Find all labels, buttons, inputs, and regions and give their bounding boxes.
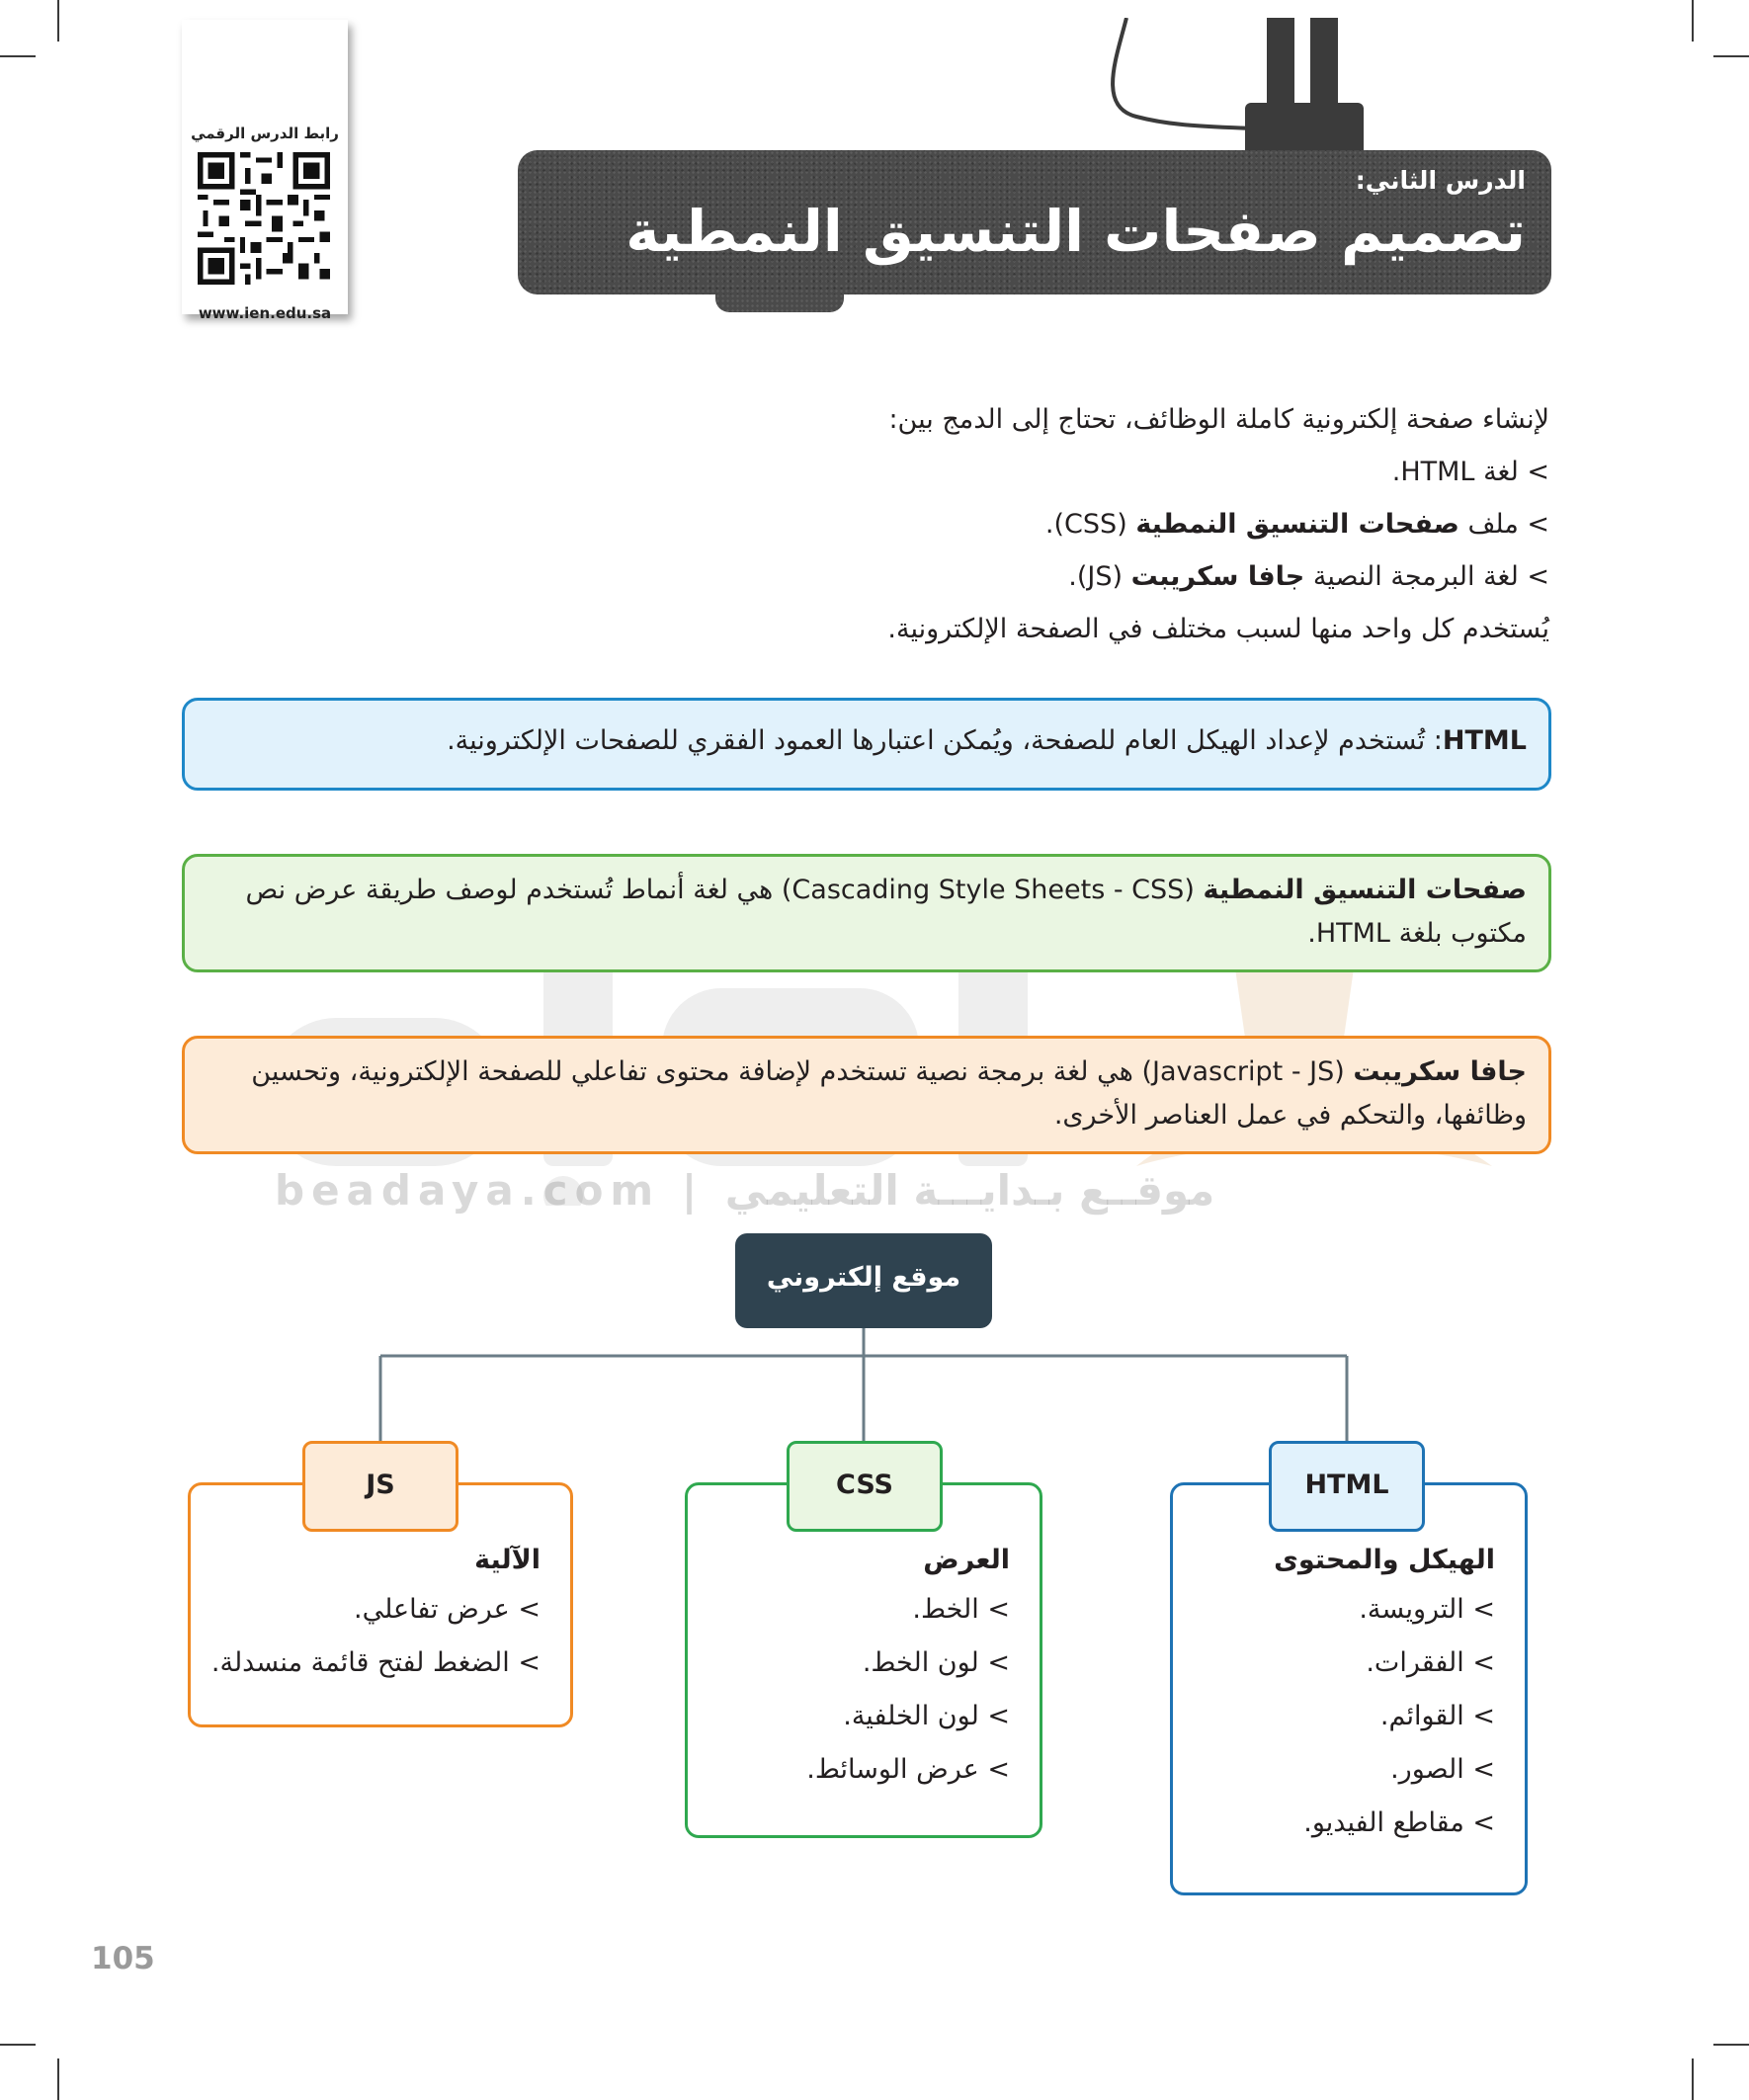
list-item: > لون الخط.	[862, 1647, 1010, 1678]
crop-mark	[0, 55, 36, 57]
qr-code-icon[interactable]	[198, 152, 330, 285]
diagram-tab-css: CSS	[787, 1441, 943, 1532]
diagram-column-css	[685, 1482, 1042, 1838]
qr-caption: رابط الدرس الرقمي	[191, 125, 339, 142]
page-number: 105	[91, 1941, 155, 1976]
list-item: > لون الخلفية.	[843, 1701, 1010, 1731]
intro-text	[462, 393, 1549, 655]
crop-mark	[1692, 2058, 1694, 2100]
definition-term: HTML	[1442, 725, 1527, 756]
list-item: > عرض الوسائط.	[806, 1754, 1010, 1785]
column-heading: العرض	[923, 1545, 1010, 1575]
intro-item-html: > لغة HTML.	[1391, 457, 1549, 487]
crop-mark	[1692, 0, 1694, 42]
intro-item-css: > ملف صفحات التنسيق النمطية (CSS).	[1044, 509, 1549, 540]
crop-mark	[57, 0, 59, 42]
column-heading: الهيكل والمحتوى	[1274, 1545, 1495, 1575]
list-item: > الضغط لفتح قائمة منسدلة.	[210, 1647, 541, 1678]
definition-text: (Javascript - JS) هي لغة برمجة نصية تستخدم لإضافة محتوى تفاعلي للصفحة الإلكترونية، وتحسين وظائفها، والتحكم في عمل العناصر الأخرى.	[251, 1056, 1527, 1131]
list-item: > الخط.	[912, 1594, 1010, 1625]
diagram-root-node: موقع إلكتروني	[735, 1233, 992, 1328]
definition-css	[182, 854, 1551, 972]
list-item: > الصور.	[1390, 1754, 1495, 1785]
lesson-title: تصميم صفحات التنسيق النمطية	[625, 198, 1526, 265]
diagram-column-html	[1170, 1482, 1528, 1895]
definition-term: صفحات التنسيق النمطية	[1203, 875, 1527, 905]
definition-text: (Cascading Style Sheets - CSS) هي لغة أنماط تُستخدم لوصف طريقة عرض نص مكتوب بلغة HTML.	[245, 875, 1527, 949]
crop-mark	[57, 2058, 59, 2100]
definition-js	[182, 1036, 1551, 1154]
definition-term: جافا سكريبت	[1353, 1056, 1527, 1087]
definition-html	[182, 698, 1551, 791]
lesson-number: الدرس الثاني:	[1355, 166, 1526, 195]
column-heading: الآلية	[474, 1545, 541, 1575]
intro-item-js: > لغة البرمجة النصية جافا سكريبت (JS).	[1068, 561, 1549, 592]
definition-text: : تُستخدم لإعداد الهيكل العام للصفحة، ويُمكن اعتبارها العمود الفقري للصفحات الإلكترونية.	[447, 725, 1443, 756]
list-item: > القوائم.	[1379, 1701, 1495, 1731]
qr-url[interactable]: www.ien.edu.sa	[198, 304, 332, 322]
watermark-text: beadaya.com | موقــع بـدايـــة التعليمي	[275, 1166, 1215, 1215]
diagram-tab-js: JS	[302, 1441, 458, 1532]
crop-mark	[1713, 55, 1749, 57]
qr-card[interactable]	[182, 20, 348, 322]
intro-outro: يُستخدم كل واحد منها لسبب مختلف في الصفحة الإلكترونية.	[887, 614, 1549, 644]
list-item: > مقاطع الفيديو.	[1303, 1807, 1495, 1838]
diagram-tab-html: HTML	[1269, 1441, 1425, 1532]
intro-lead: لإنشاء صفحة إلكترونية كاملة الوظائف، تحتاج إلى الدمج بين:	[888, 404, 1549, 435]
list-item: > الترويسة.	[1359, 1594, 1495, 1625]
list-item: > عرض تفاعلي.	[354, 1594, 541, 1625]
list-item: > الفقرات.	[1366, 1647, 1495, 1678]
plug-cable-icon	[1107, 18, 1443, 156]
title-banner	[518, 150, 1551, 294]
crop-mark	[1713, 2044, 1749, 2046]
crop-mark	[0, 2044, 36, 2046]
